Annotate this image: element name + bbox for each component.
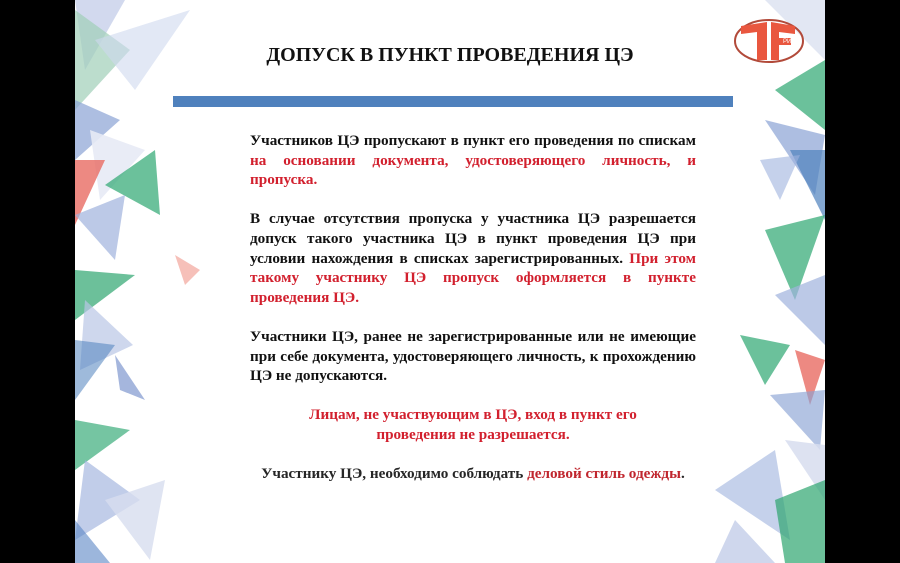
paragraph-outsiders bbox=[250, 405, 696, 444]
slide-content bbox=[250, 131, 696, 503]
paragraph-dress-code bbox=[250, 464, 696, 484]
paragraph-line: проведения не разрешается. bbox=[376, 425, 570, 443]
slide bbox=[75, 0, 825, 563]
paragraph-end: . bbox=[680, 465, 685, 483]
accent-bar bbox=[173, 96, 733, 107]
paragraph-text: В случае отсутствия пропуска у участника ЦЭ разрешается допуск такого участника ЦЭ в пункт проведения ЦЭ при условии нахождения в списках зарегистрированных. bbox=[250, 210, 696, 267]
slide-title: ДОПУСК В ПУНКТ ПРОВЕДЕНИЯ ЦЭ bbox=[266, 44, 634, 66]
paragraph-line: Лицам, не участвующим в ЦЭ, вход в пункт его bbox=[309, 406, 637, 424]
paragraph-text: Участнику ЦЭ, необходимо соблюдать bbox=[261, 465, 528, 483]
paragraph-highlight: на основании документа, удостоверяющего личность, и пропуска. bbox=[250, 151, 696, 189]
paragraph-pass-rules bbox=[250, 131, 696, 190]
logo-text: РИКЗ bbox=[783, 39, 799, 45]
paragraph-text: Участников ЦЭ пропускают в пункт его проведения по спискам bbox=[250, 132, 696, 149]
paragraph-no-pass bbox=[250, 209, 696, 307]
paragraph-not-admitted: Участники ЦЭ, ранее не зарегистрированные или не имеющие при себе документа, удостоверяющего личность, к прохождению ЦЭ не допускаются. bbox=[250, 327, 696, 385]
paragraph-highlight: деловой стиль одежды bbox=[527, 465, 681, 483]
paragraph-highlight: При этом такому участнику ЦЭ пропуск оформляется в пункте проведения ЦЭ. bbox=[250, 249, 696, 306]
